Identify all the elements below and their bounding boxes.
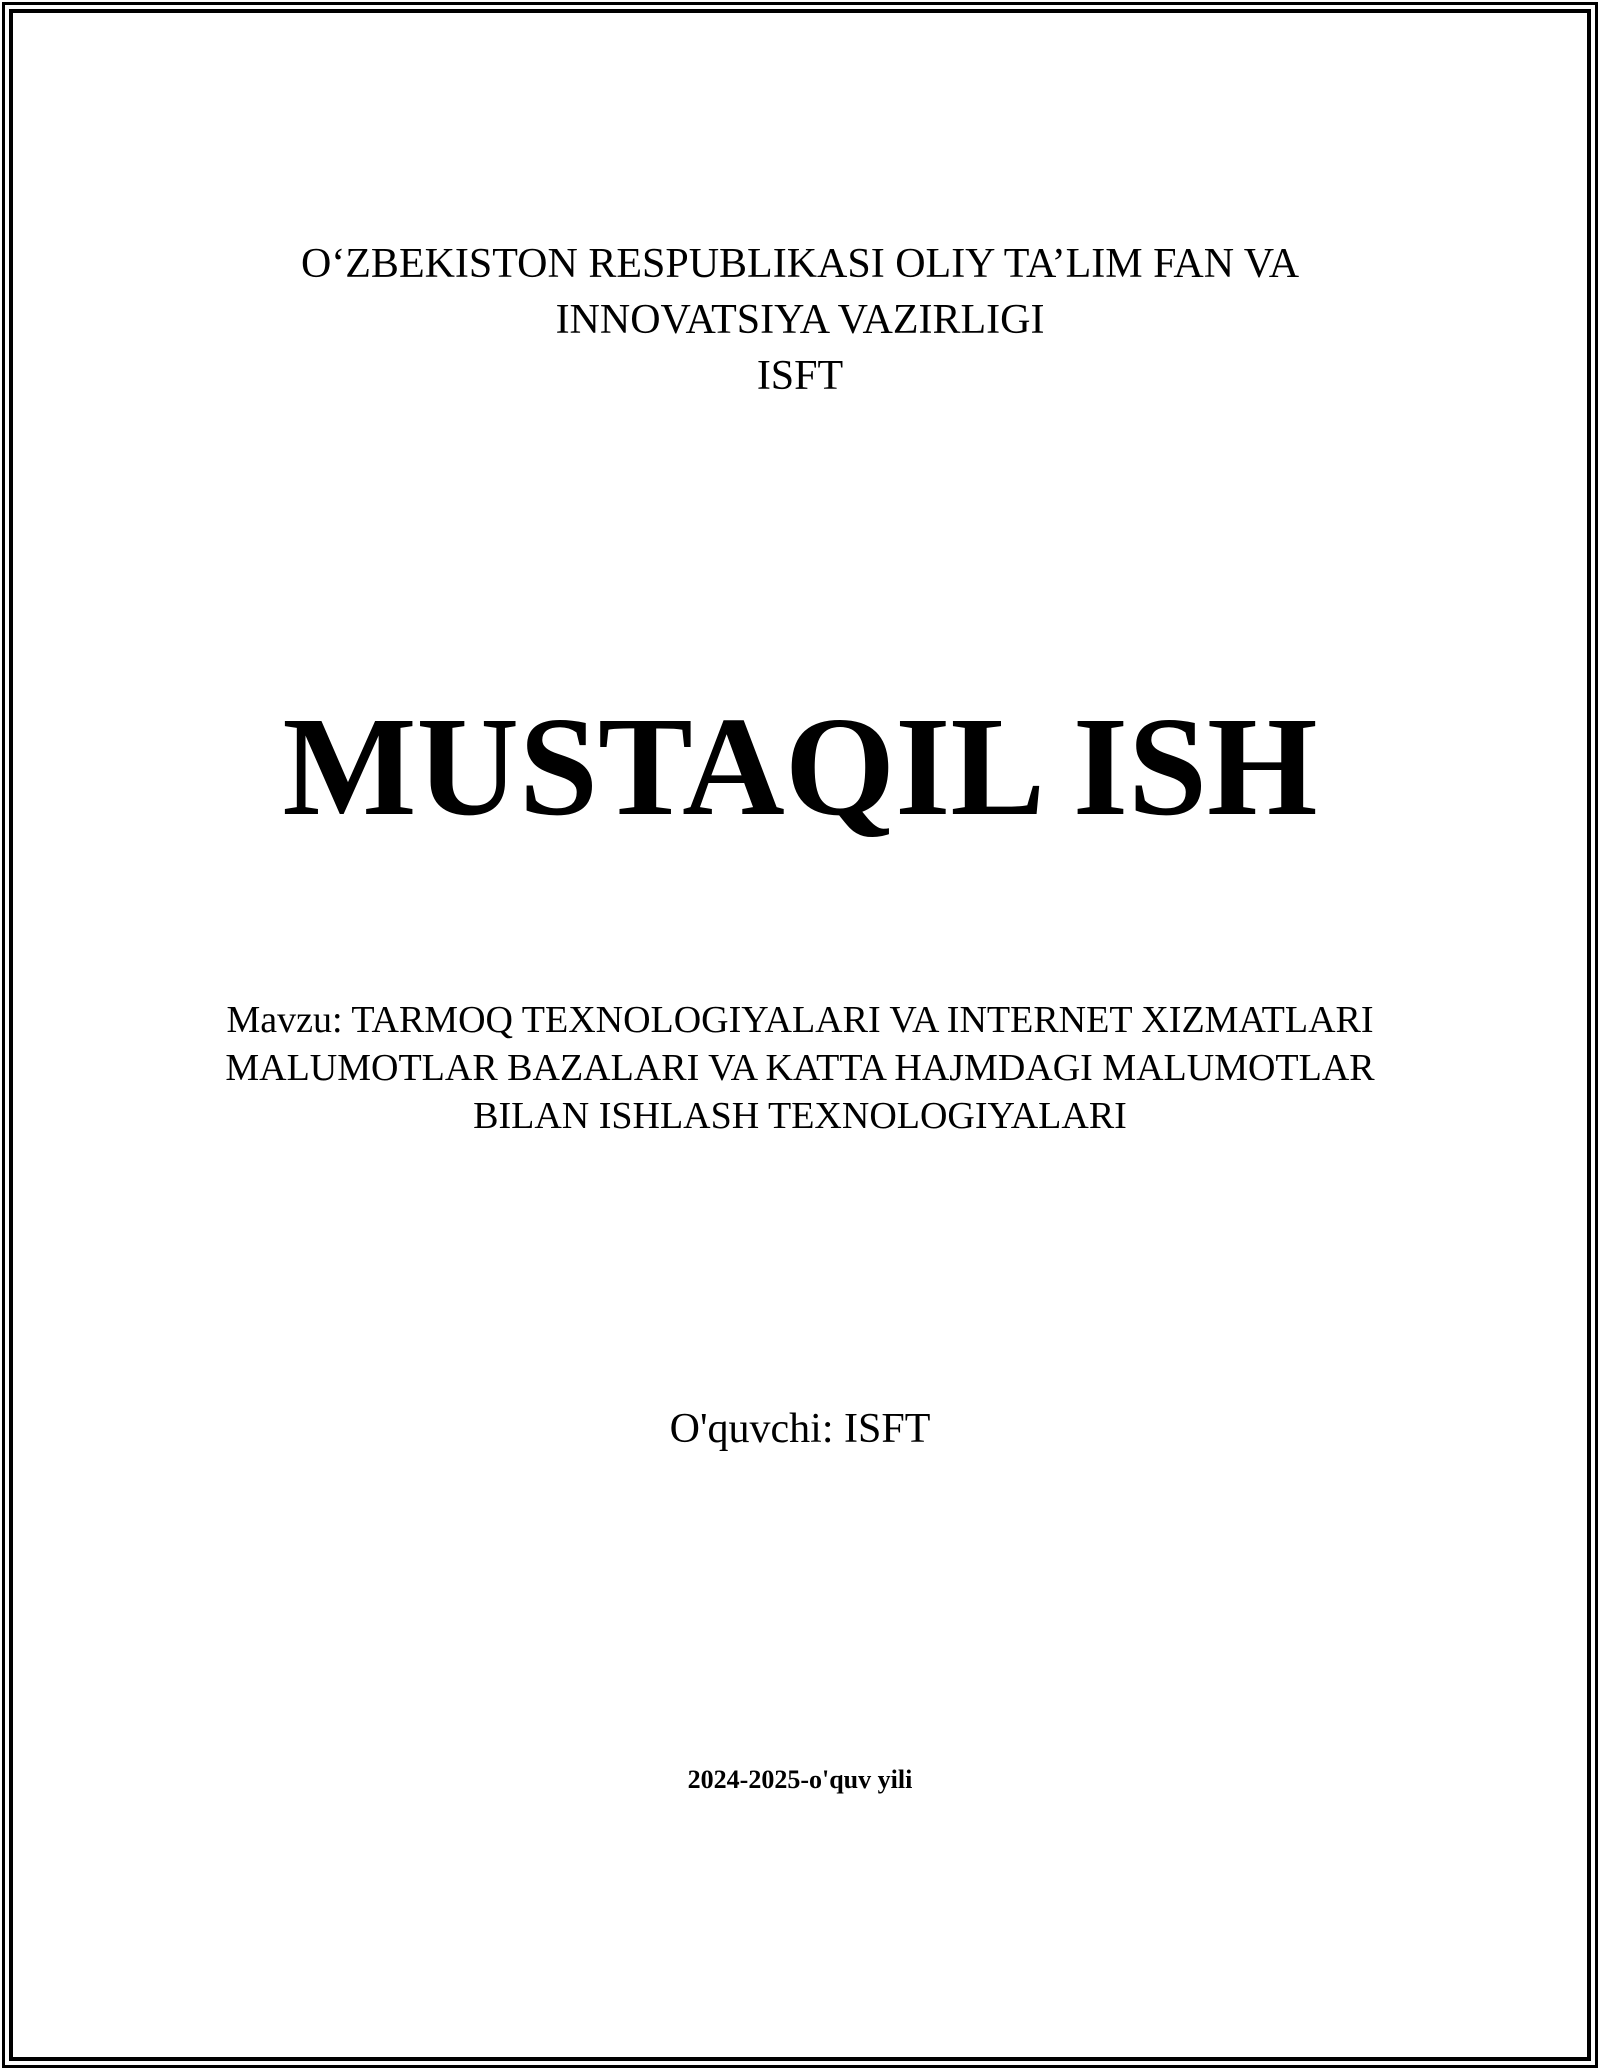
student-name: O'quvchi: ISFT	[669, 1406, 931, 1452]
topic-line1: Mavzu: TARMOQ TEXNOLOGIYALARI VA INTERNET XIZMATLARI	[226, 999, 1374, 1041]
topic-line2: MALUMOTLAR BAZALARI VA KATTA HAJMDAGI MALUMOTLAR	[225, 1047, 1375, 1089]
institution-name: ISFT	[756, 353, 844, 399]
academic-year: 2024-2025-o'quv yili	[687, 1765, 913, 1794]
topic-section	[0, 996, 1600, 1140]
ministry-header-line2: INNOVATSIYA VAZIRLIGI	[555, 297, 1045, 343]
ministry-header-line1: O‘ZBEKISTON RESPUBLIKASI OLIY TA’LIM FAN VA	[300, 241, 1300, 287]
document-title: MUSTAQIL ISH	[282, 687, 1318, 845]
ministry-header	[0, 236, 1600, 404]
topic-line3: BILAN ISHLASH TEXNOLOGIYALARI	[473, 1095, 1127, 1137]
